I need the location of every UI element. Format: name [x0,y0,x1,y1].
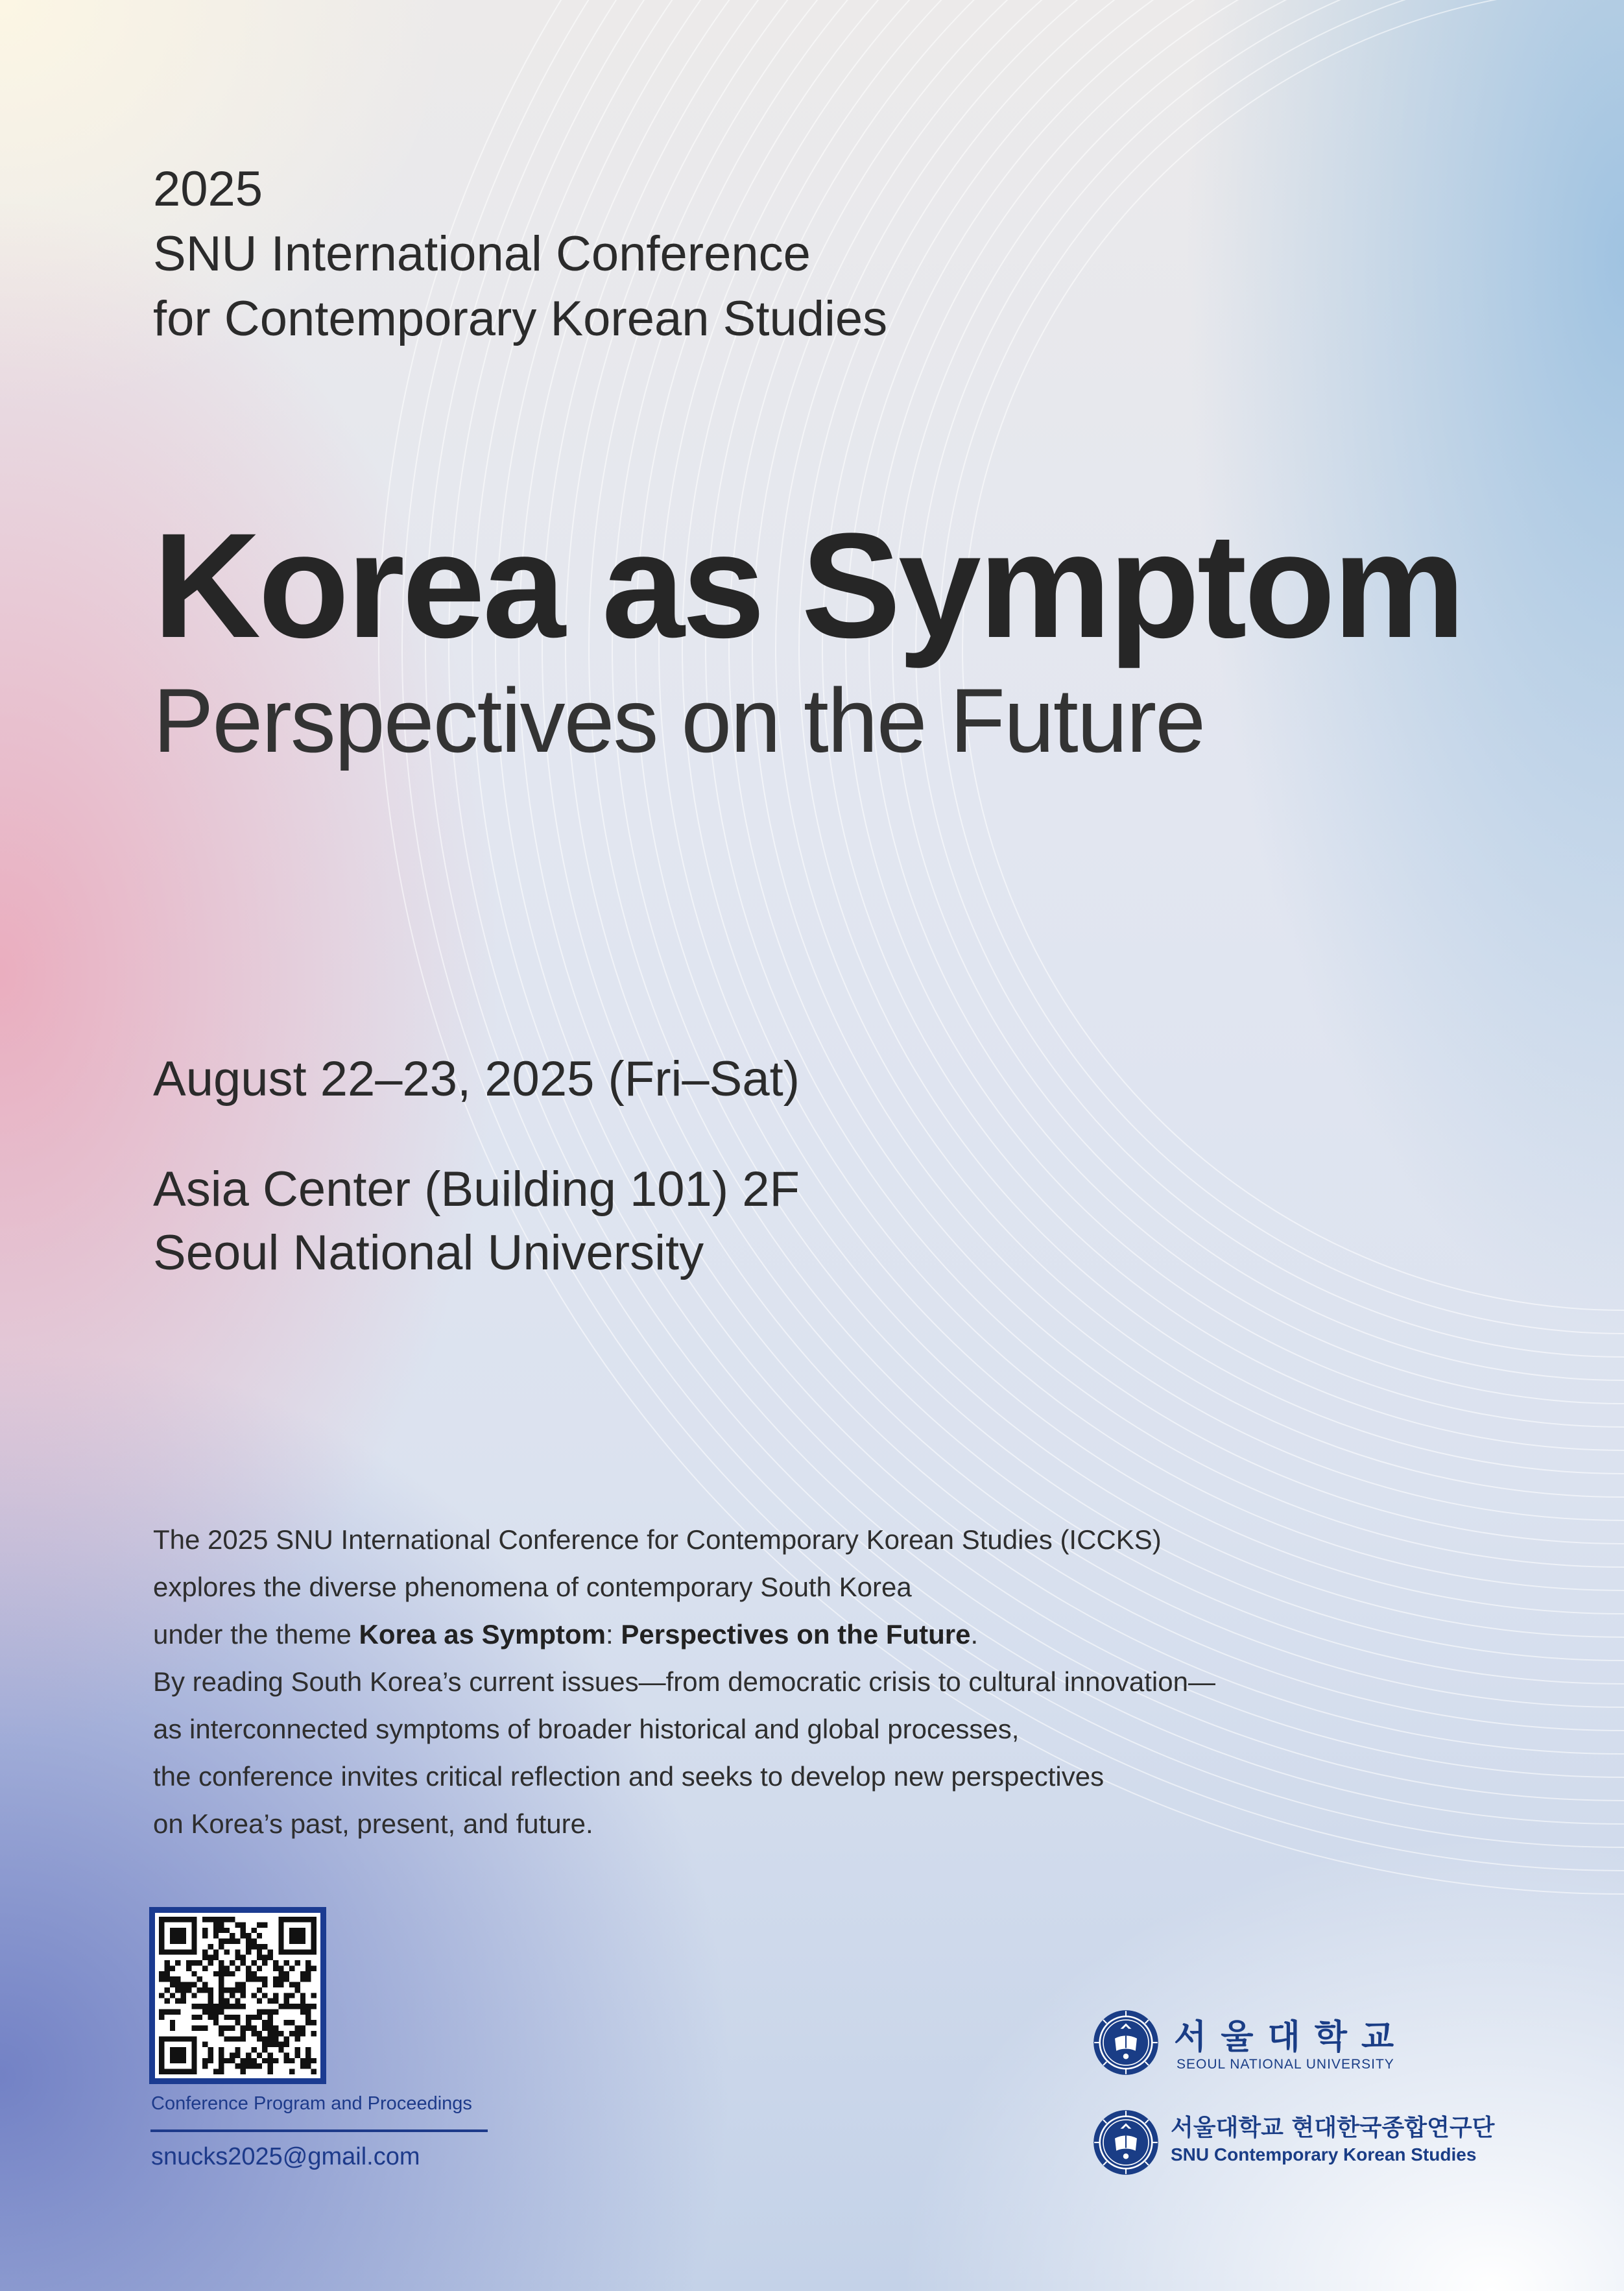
description-text: . [970,1619,979,1649]
center-english-name: SNU Contemporary Korean Studies [1171,2144,1477,2165]
venue-building: Asia Center (Building 101) 2F [153,1162,800,1217]
description-line: explores the diverse phenomena of contemporary South Korea [153,1572,912,1602]
caption-divider [150,2129,488,2132]
qr-code-pattern [159,1917,316,2074]
theme-title-bold: Korea as Symptom [359,1619,606,1649]
snu-english-logotype: SEOUL NATIONAL UNIVERSITY [1176,2057,1394,2072]
center-korean-name: 서울대학교 현대한국종합연구단 [1171,2115,1495,2141]
description-line-theme [153,1611,1320,1658]
description-line: as interconnected symptoms of broader historical and global processes, [153,1714,1020,1744]
contact-email-link[interactable]: snucks2025@gmail.com [151,2143,420,2170]
conference-name-line2: for Contemporary Korean Studies [153,291,888,346]
description-paragraph [153,1516,1320,1847]
description-line: The 2025 SNU International Conference for Contemporary Korean Studies (ICCKS) [153,1524,1162,1555]
snu-seal-icon [1092,2108,1160,2177]
qr-code[interactable] [149,1907,326,2084]
description-text: : [606,1619,621,1649]
venue-university: Seoul National University [153,1225,704,1280]
theme-subtitle-bold: Perspectives on the Future [621,1619,971,1649]
snu-korean-logotype: 서울대학교 [1174,2018,1409,2057]
conference-year: 2025 [153,162,263,217]
description-text: under the theme [153,1619,359,1649]
main-title: Korea as Symptom [153,502,1463,669]
subtitle: Perspectives on the Future [153,669,1205,771]
conference-name-line1: SNU International Conference [153,226,811,282]
qr-caption: Conference Program and Proceedings [151,2093,472,2114]
description-line: the conference invites critical reflection and seeks to develop new perspectives [153,1761,1105,1792]
snu-seal-icon [1092,2008,1160,2077]
description-line: By reading South Korea’s current issues—from democratic crisis to cultural innovation— [153,1666,1215,1697]
description-line: on Korea’s past, present, and future. [153,1808,593,1839]
event-date: August 22–23, 2025 (Fri–Sat) [153,1051,800,1107]
